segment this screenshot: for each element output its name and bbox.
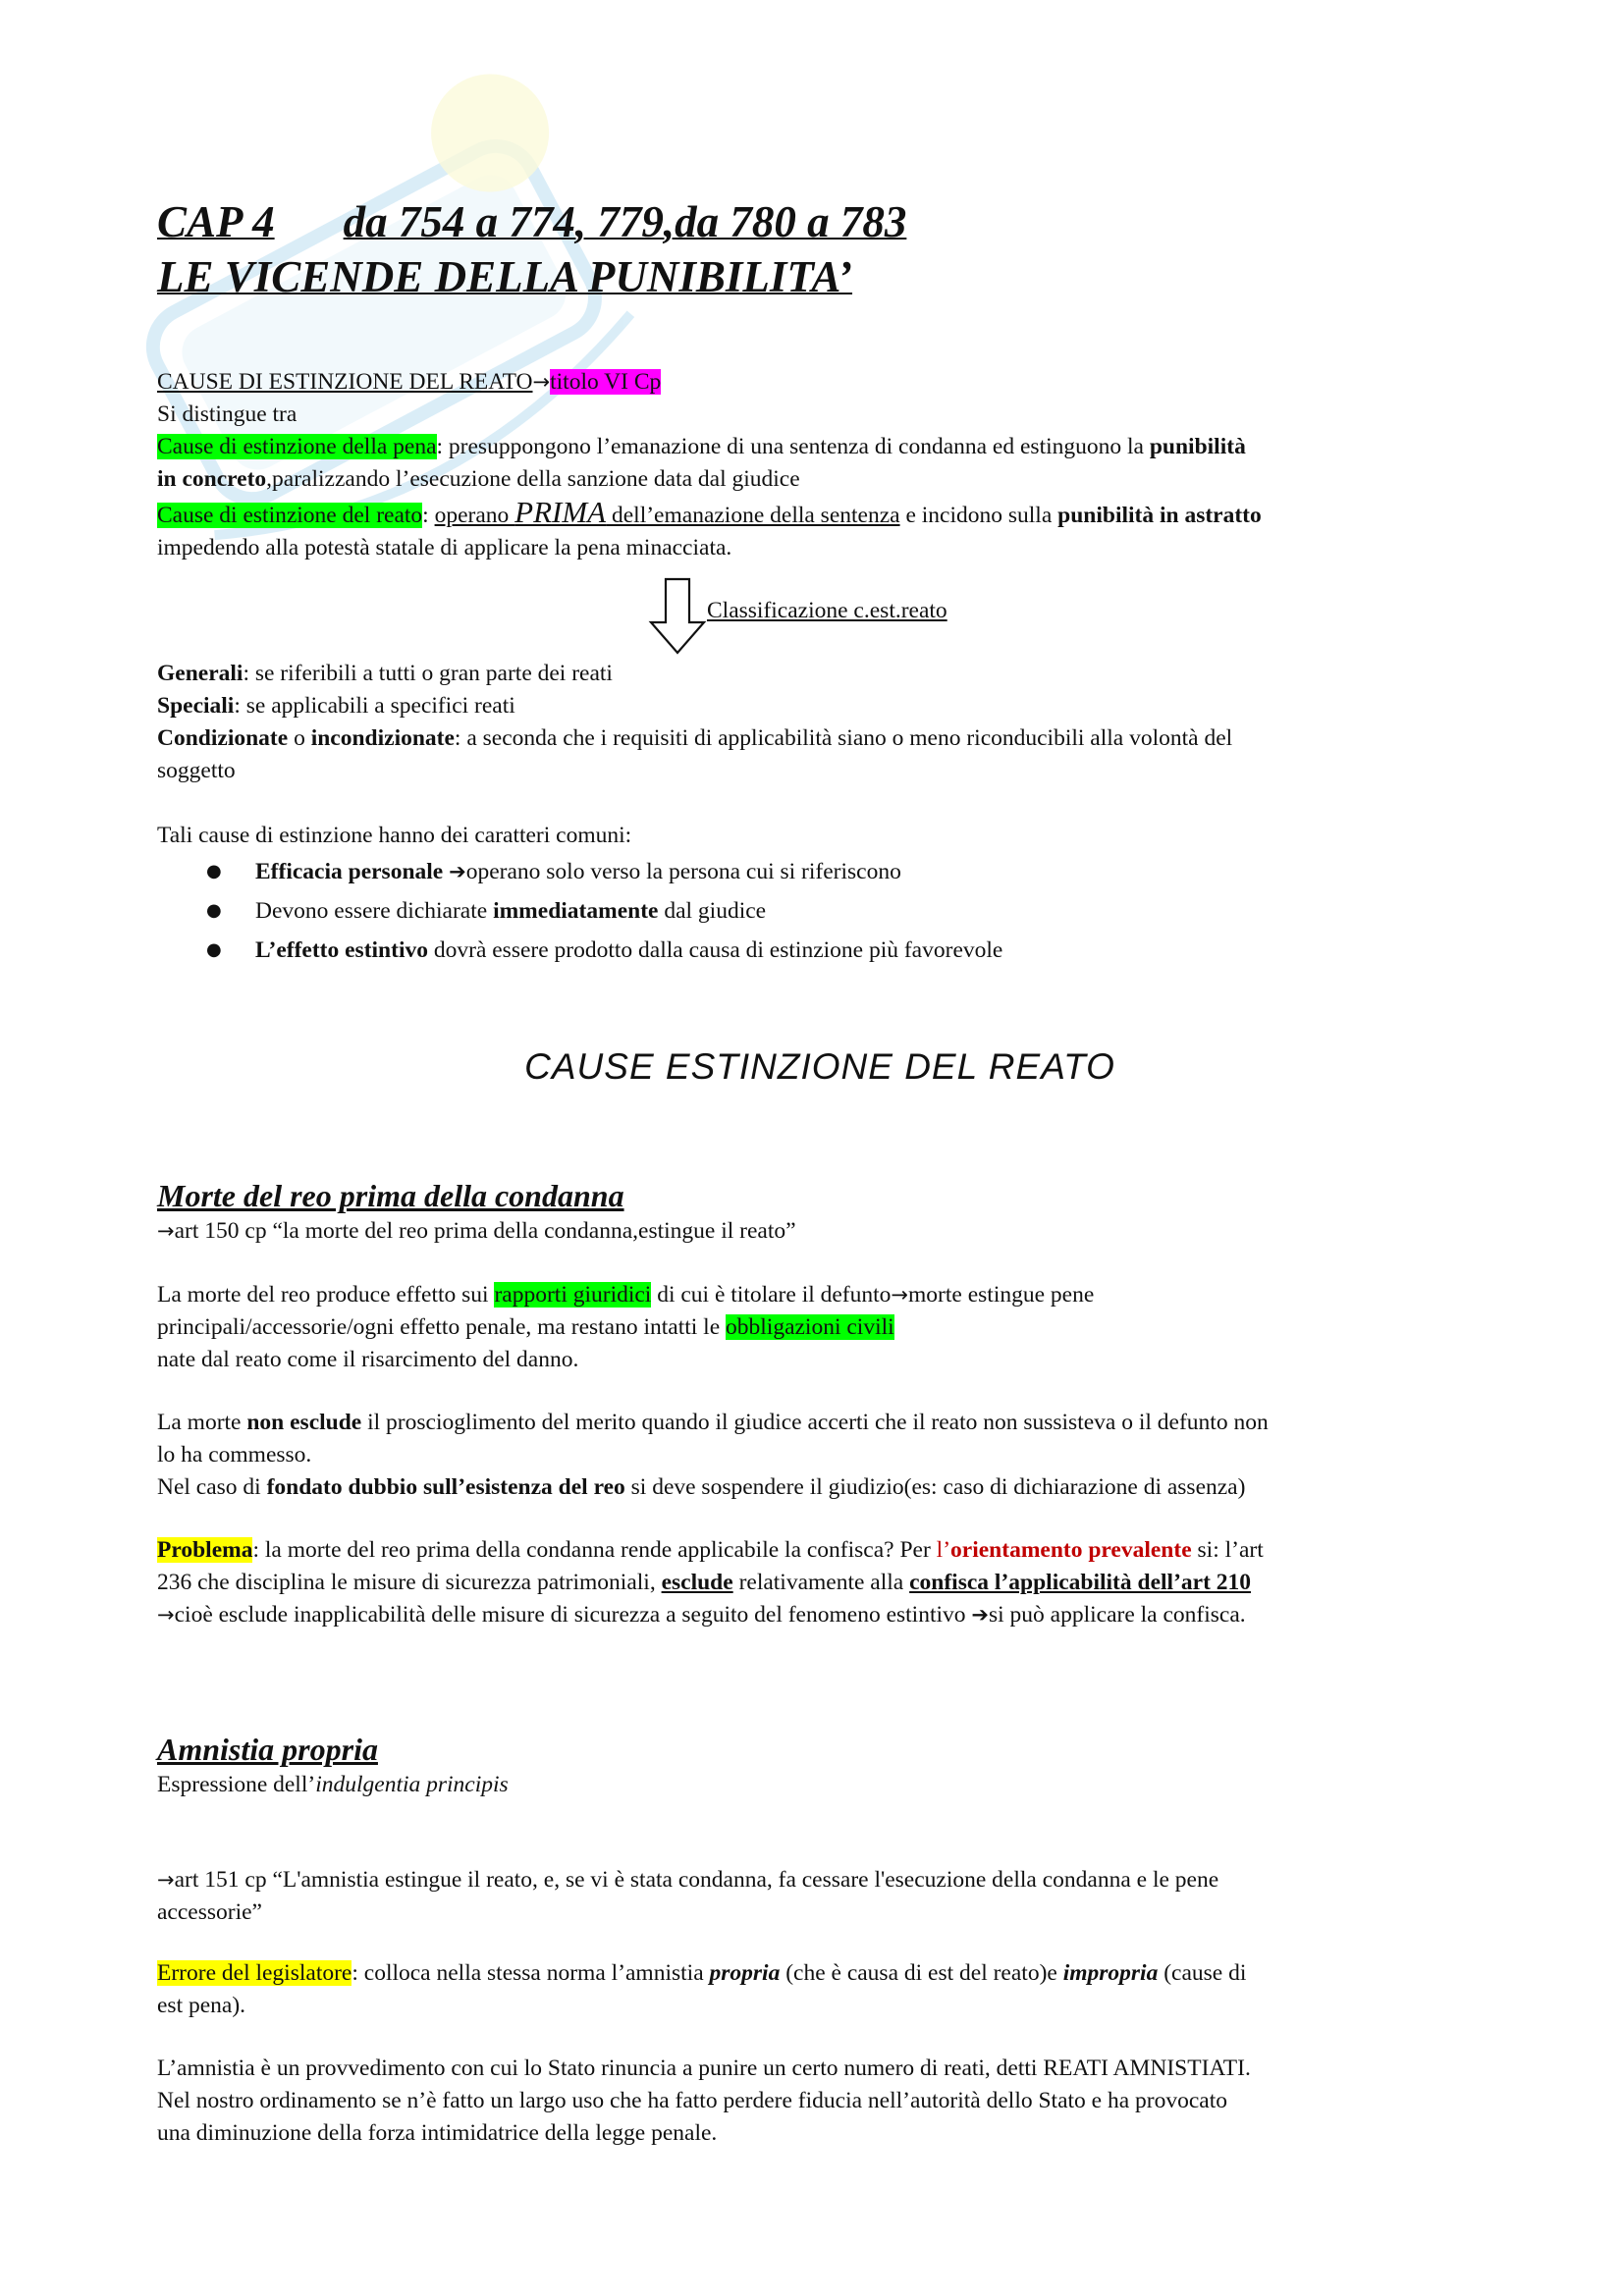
arrow-right-icon: → [891,1283,909,1307]
chapter-title: LE VICENDE DELLA PUNIBILITA’ [157,252,853,301]
intro-heading-ref: titolo VI Cp [550,369,662,395]
classification-label: Classificazione c.est.reato [707,598,947,623]
classif-condizionate: Condizionate o incondizionate: a seconda che i requisiti di applicabilità siano o meno riconducibili alla volontà del [157,725,1233,751]
amnistia-definition: L’amnistia è un provvedimento con cui lo Stato rinuncia a punire un certo numero di reati, detti REATI AMNISTIATI. Nel nostro ordinamento se n’è fatto un largo uso che ha fatto perdere fiducia nell’autorità dello Stato e ha provocato una diminuzione della forza intimidatrice della legge penale. [157,2056,1251,2146]
classification-block [157,658,1483,787]
bullet-icon: ● [206,900,222,921]
morte-heading: Morte del reo prima della condanna [157,1178,624,1213]
classif-generali: Generali: se riferibili a tutti o gran parte dei reati [157,661,613,686]
morte-section [157,1176,1483,1248]
morte-article: →art 150 cp “la morte del reo prima della condanna,estingue il reato” [157,1218,796,1244]
morte-problema: Problema: la morte del reo prima della condanna rende applicabile la confisca? Per l’orientamento prevalente si: l’art 236 che disciplina le misure di sicurezza patrimoniali, esclude relativamente alla confisca l’applicabilità dell’art 210 →cioè esclude inapplicabilità delle misure di sicurezza a seguito del fenomeno estintivo ➔si può applicare la confisca. [157,1537,1264,1628]
classif-condizionate-cont: soggetto [157,758,236,783]
classif-speciali: Speciali: se applicabili a specifici reati [157,693,515,719]
morte-para1: La morte del reo produce effetto sui rapporti giuridici di cui è titolare il defunto→morte estingue pene principali/accessorie/ogni effetto penale, ma restano intatti le obbligazioni civili nate dal reato come il risarcimento del danno. [157,1282,1095,1372]
problema-term: Problema [157,1537,253,1563]
reato-definition-cont: impedendo alla potestà statale di applicare la pena minacciata. [157,535,732,561]
chapter-number: CAP 4 [157,197,275,246]
bullet-icon: ● [206,939,222,960]
errore-term: Errore del legislatore [157,1960,352,1986]
arrow-right-icon: → [157,1603,175,1627]
list-item: ● L’effetto estintivo dovrà essere prodotto dalla causa di estinzione più favorevole [157,931,1483,970]
arrow-right-icon: → [157,1219,175,1243]
amnistia-article: →art 151 cp “L'amnistia estingue il reato, e, se vi è stata condanna, fa cessare l'esecuzione della condanna e le pene accessorie” [157,1867,1219,1925]
list-item: ● Devono essere dichiarate immediatamente dal giudice [157,891,1483,931]
intro-line1: Si distingue tra [157,401,298,427]
arrow-right-icon: ➔ [449,860,466,883]
common-list [157,852,1483,970]
bullet-icon: ● [206,861,222,881]
amnistia-errore: Errore del legislatore: colloca nella stessa norma l’amnistia propria (che è causa di est del reato)e impropria (cause di est pena). [157,1960,1247,2018]
chapter-pages: da 754 a 774, 779,da 780 a 783 [343,197,907,246]
morte-para2: La morte non esclude il proscioglimento del merito quando il giudice accerti che il reato non sussisteva o il defunto non lo ha commesso. Nel caso di fondato dubbio sull’esistenza del reo si deve sospendere il giudizio(es: caso di dichiarazione di assenza) [157,1410,1269,1500]
common-intro: Tali cause di estinzione hanno dei caratteri comuni: [157,823,632,848]
arrow-right-icon: → [532,370,551,394]
list-item: ● Efficacia personale ➔operano solo verso la persona cui si riferiscono [157,852,1483,891]
reato-term: Cause di estinzione del reato [157,503,423,528]
pena-definition: Cause di estinzione della pena: presuppongono l’emanazione di una sentenza di condanna ed estinguono la punibilità [157,434,1246,459]
section-title: CAUSE ESTINZIONE DEL REATO [524,1046,1115,1087]
amnistia-section: Amnistia propria Espressione dell’indulgentia principis [157,1730,1483,1801]
arrow-right-icon: ➔ [971,1603,989,1627]
prima-emphasis: PRIMA [514,495,607,529]
reato-definition: Cause di estinzione del reato: operano PRIMA dell’emanazione della sentenza e incidono sulla punibilità in astratto [157,495,1262,529]
pena-term: Cause di estinzione della pena [157,434,437,459]
common-block [157,820,1483,970]
down-arrow-icon [648,577,707,656]
pena-definition-cont: in concreto,paralizzando l’esecuzione della sanzione data dal giudice [157,466,800,492]
arrow-right-icon: → [157,1868,175,1892]
chapter-heading [157,194,1483,304]
chapter-line [157,194,1483,249]
intro-block [157,366,1483,564]
intro-heading-line [157,366,1483,399]
amnistia-heading: Amnistia propria [157,1732,378,1767]
intro-heading: CAUSE DI ESTINZIONE DEL REATO [157,369,533,395]
